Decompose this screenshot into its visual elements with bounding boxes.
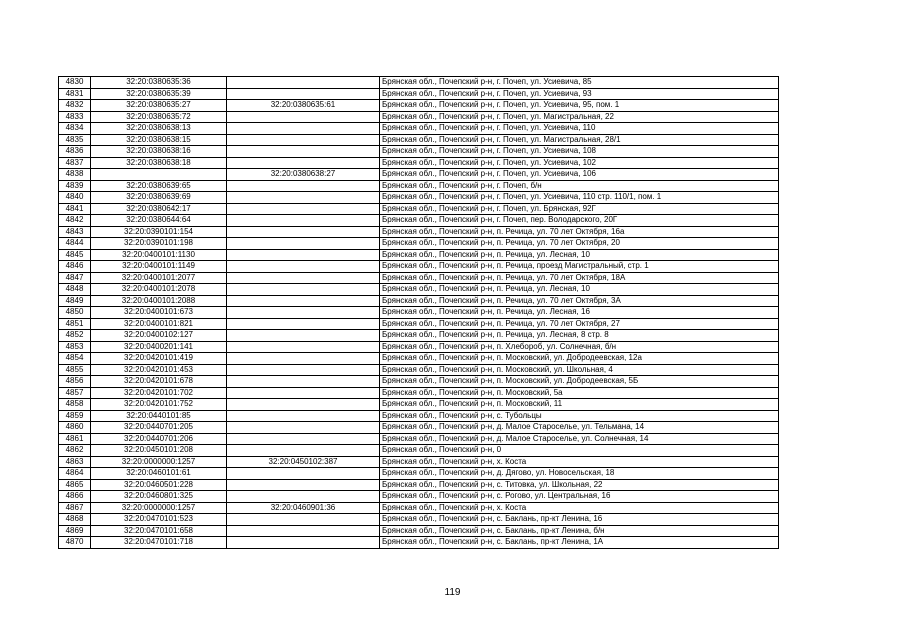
row-number-cell: 4840 xyxy=(59,192,91,204)
cadastral-number-cell: 32:20:0380639:69 xyxy=(91,192,227,204)
row-number-cell: 4852 xyxy=(59,330,91,342)
related-cadastral-number-cell xyxy=(227,318,380,330)
table-row xyxy=(59,456,779,468)
address-cell: Брянская обл., Почепский р-н, г. Почеп, ул. Усиевича, 110 xyxy=(380,123,779,135)
cadastral-number-cell: 32:20:0380638:16 xyxy=(91,146,227,158)
address-cell: Брянская обл., Почепский р-н, п. Речица, проезд Магистральный, стр. 1 xyxy=(380,261,779,273)
table-row xyxy=(59,111,779,123)
table-row xyxy=(59,157,779,169)
row-number-cell: 4834 xyxy=(59,123,91,135)
cadastral-number-cell: 32:20:0000000:1257 xyxy=(91,456,227,468)
row-number-cell: 4850 xyxy=(59,307,91,319)
row-number-cell: 4836 xyxy=(59,146,91,158)
table-row xyxy=(59,433,779,445)
row-number-cell: 4863 xyxy=(59,456,91,468)
cadastral-number-cell: 32:20:0390101:198 xyxy=(91,238,227,250)
cadastral-number-cell xyxy=(91,169,227,181)
cadastral-number-cell: 32:20:0000000:1257 xyxy=(91,502,227,514)
cadastral-number-cell: 32:20:0440701:205 xyxy=(91,422,227,434)
related-cadastral-number-cell xyxy=(227,330,380,342)
address-cell: Брянская обл., Почепский р-н, д. Малое Староселье, ул. Тельмана, 14 xyxy=(380,422,779,434)
related-cadastral-number-cell xyxy=(227,111,380,123)
address-cell: Брянская обл., Почепский р-н, с. Тубольцы xyxy=(380,410,779,422)
related-cadastral-number-cell xyxy=(227,353,380,365)
row-number-cell: 4830 xyxy=(59,77,91,89)
cadastral-number-cell: 32:20:0470101:658 xyxy=(91,525,227,537)
related-cadastral-number-cell xyxy=(227,433,380,445)
table-row xyxy=(59,203,779,215)
cadastral-number-cell: 32:20:0380644:64 xyxy=(91,215,227,227)
related-cadastral-number-cell xyxy=(227,525,380,537)
table-row xyxy=(59,445,779,457)
table-row xyxy=(59,88,779,100)
address-cell: Брянская обл., Почепский р-н, с. Титовка, ул. Школьная, 22 xyxy=(380,479,779,491)
table-row xyxy=(59,387,779,399)
registry-table-body xyxy=(59,77,779,549)
related-cadastral-number-cell xyxy=(227,537,380,549)
address-cell: Брянская обл., Почепский р-н, п. Речица, ул. 70 лет Октября, 3А xyxy=(380,295,779,307)
related-cadastral-number-cell xyxy=(227,491,380,503)
row-number-cell: 4849 xyxy=(59,295,91,307)
address-cell: Брянская обл., Почепский р-н, п. Хлебороб, ул. Солнечная, б/н xyxy=(380,341,779,353)
address-cell: Брянская обл., Почепский р-н, п. Речица, ул. Лесная, 16 xyxy=(380,307,779,319)
row-number-cell: 4839 xyxy=(59,180,91,192)
address-cell: Брянская обл., Почепский р-н, х. Коста xyxy=(380,502,779,514)
related-cadastral-number-cell xyxy=(227,468,380,480)
row-number-cell: 4868 xyxy=(59,514,91,526)
address-cell: Брянская обл., Почепский р-н, г. Почеп, ул. Брянская, 92Г xyxy=(380,203,779,215)
related-cadastral-number-cell xyxy=(227,249,380,261)
cadastral-number-cell: 32:20:0380635:72 xyxy=(91,111,227,123)
address-cell: Брянская обл., Почепский р-н, п. Московский, ул. Добродеевская, 5Б xyxy=(380,376,779,388)
table-row xyxy=(59,295,779,307)
related-cadastral-number-cell xyxy=(227,387,380,399)
table-row xyxy=(59,100,779,112)
row-number-cell: 4862 xyxy=(59,445,91,457)
table-row xyxy=(59,272,779,284)
cadastral-number-cell: 32:20:0400101:2077 xyxy=(91,272,227,284)
table-row xyxy=(59,123,779,135)
table-row xyxy=(59,341,779,353)
table-row xyxy=(59,422,779,434)
cadastral-number-cell: 32:20:0460101:61 xyxy=(91,468,227,480)
row-number-cell: 4842 xyxy=(59,215,91,227)
related-cadastral-number-cell xyxy=(227,88,380,100)
table-row xyxy=(59,364,779,376)
cadastral-number-cell: 32:20:0400101:2078 xyxy=(91,284,227,296)
address-cell: Брянская обл., Почепский р-н, г. Почеп, ул. Усиевича, 85 xyxy=(380,77,779,89)
address-cell: Брянская обл., Почепский р-н, п. Речица, ул. Лесная, 10 xyxy=(380,284,779,296)
cadastral-number-cell: 32:20:0420101:702 xyxy=(91,387,227,399)
address-cell: Брянская обл., Почепский р-н, п. Московский, 5а xyxy=(380,387,779,399)
address-cell: Брянская обл., Почепский р-н, п. Речица, ул. 70 лет Октября, 20 xyxy=(380,238,779,250)
row-number-cell: 4861 xyxy=(59,433,91,445)
cadastral-number-cell: 32:20:0400201:141 xyxy=(91,341,227,353)
cadastral-number-cell: 32:20:0440101:85 xyxy=(91,410,227,422)
related-cadastral-number-cell xyxy=(227,284,380,296)
related-cadastral-number-cell xyxy=(227,364,380,376)
row-number-cell: 4855 xyxy=(59,364,91,376)
address-cell: Брянская обл., Почепский р-н, г. Почеп, ул. Усиевича, 93 xyxy=(380,88,779,100)
address-cell: Брянская обл., Почепский р-н, с. Рогово, ул. Центральная, 16 xyxy=(380,491,779,503)
row-number-cell: 4858 xyxy=(59,399,91,411)
row-number-cell: 4845 xyxy=(59,249,91,261)
row-number-cell: 4856 xyxy=(59,376,91,388)
row-number-cell: 4844 xyxy=(59,238,91,250)
table-row xyxy=(59,307,779,319)
cadastral-number-cell: 32:20:0380635:27 xyxy=(91,100,227,112)
row-number-cell: 4867 xyxy=(59,502,91,514)
cadastral-number-cell: 32:20:0470101:718 xyxy=(91,537,227,549)
address-cell: Брянская обл., Почепский р-н, п. Московский, ул. Добродеевская, 12а xyxy=(380,353,779,365)
address-cell: Брянская обл., Почепский р-н, с. Баклань, пр-кт Ленина, 16 xyxy=(380,514,779,526)
address-cell: Брянская обл., Почепский р-н, г. Почеп, ул. Магистральная, 28/1 xyxy=(380,134,779,146)
cadastral-number-cell: 32:20:0420101:752 xyxy=(91,399,227,411)
related-cadastral-number-cell xyxy=(227,261,380,273)
row-number-cell: 4859 xyxy=(59,410,91,422)
related-cadastral-number-cell xyxy=(227,180,380,192)
address-cell: Брянская обл., Почепский р-н, п. Речица, ул. 70 лет Октября, 27 xyxy=(380,318,779,330)
related-cadastral-number-cell xyxy=(227,134,380,146)
row-number-cell: 4832 xyxy=(59,100,91,112)
cadastral-number-cell: 32:20:0400102:127 xyxy=(91,330,227,342)
table-row xyxy=(59,238,779,250)
table-row xyxy=(59,261,779,273)
table-row xyxy=(59,226,779,238)
cadastral-number-cell: 32:20:0400101:1130 xyxy=(91,249,227,261)
related-cadastral-number-cell xyxy=(227,422,380,434)
cadastral-number-cell: 32:20:0400101:821 xyxy=(91,318,227,330)
address-cell: Брянская обл., Почепский р-н, п. Речица, ул. Лесная, 8 стр. 8 xyxy=(380,330,779,342)
related-cadastral-number-cell xyxy=(227,295,380,307)
cadastral-number-cell: 32:20:0390101:154 xyxy=(91,226,227,238)
address-cell: Брянская обл., Почепский р-н, с. Баклань, пр-кт Ленина, 1А xyxy=(380,537,779,549)
related-cadastral-number-cell xyxy=(227,123,380,135)
address-cell: Брянская обл., Почепский р-н, г. Почеп, ул. Усиевича, 95, пом. 1 xyxy=(380,100,779,112)
row-number-cell: 4860 xyxy=(59,422,91,434)
related-cadastral-number-cell xyxy=(227,399,380,411)
address-cell: Брянская обл., Почепский р-н, п. Московский, 11 xyxy=(380,399,779,411)
related-cadastral-number-cell xyxy=(227,226,380,238)
cadastral-number-cell: 32:20:0420101:453 xyxy=(91,364,227,376)
row-number-cell: 4831 xyxy=(59,88,91,100)
table-row xyxy=(59,249,779,261)
related-cadastral-number-cell xyxy=(227,410,380,422)
row-number-cell: 4835 xyxy=(59,134,91,146)
table-row xyxy=(59,502,779,514)
row-number-cell: 4848 xyxy=(59,284,91,296)
cadastral-number-cell: 32:20:0420101:419 xyxy=(91,353,227,365)
related-cadastral-number-cell xyxy=(227,215,380,227)
address-cell: Брянская обл., Почепский р-н, г. Почеп, ул. Усиевича, 110 стр. 110/1, пом. 1 xyxy=(380,192,779,204)
related-cadastral-number-cell xyxy=(227,238,380,250)
address-cell: Брянская обл., Почепский р-н, 0 xyxy=(380,445,779,457)
cadastral-number-cell: 32:20:0380642:17 xyxy=(91,203,227,215)
page-number: 119 xyxy=(444,587,461,598)
related-cadastral-number-cell: 32:20:0380638:27 xyxy=(227,169,380,181)
cadastral-number-cell: 32:20:0420101:678 xyxy=(91,376,227,388)
row-number-cell: 4841 xyxy=(59,203,91,215)
table-row xyxy=(59,353,779,365)
table-row xyxy=(59,284,779,296)
row-number-cell: 4843 xyxy=(59,226,91,238)
related-cadastral-number-cell xyxy=(227,146,380,158)
table-row xyxy=(59,491,779,503)
row-number-cell: 4857 xyxy=(59,387,91,399)
table-row xyxy=(59,318,779,330)
address-cell: Брянская обл., Почепский р-н, п. Речица, ул. 70 лет Октября, 18А xyxy=(380,272,779,284)
related-cadastral-number-cell xyxy=(227,479,380,491)
address-cell: Брянская обл., Почепский р-н, г. Почеп, б/н xyxy=(380,180,779,192)
table-row xyxy=(59,169,779,181)
table-row xyxy=(59,410,779,422)
address-cell: Брянская обл., Почепский р-н, с. Баклань, пр-кт Ленина, б/н xyxy=(380,525,779,537)
cadastral-number-cell: 32:20:0400101:673 xyxy=(91,307,227,319)
related-cadastral-number-cell xyxy=(227,272,380,284)
cadastral-number-cell: 32:20:0460801:325 xyxy=(91,491,227,503)
row-number-cell: 4837 xyxy=(59,157,91,169)
related-cadastral-number-cell: 32:20:0460901:36 xyxy=(227,502,380,514)
row-number-cell: 4838 xyxy=(59,169,91,181)
cadastral-number-cell: 32:20:0470101:523 xyxy=(91,514,227,526)
related-cadastral-number-cell xyxy=(227,192,380,204)
related-cadastral-number-cell xyxy=(227,445,380,457)
address-cell: Брянская обл., Почепский р-н, г. Почеп, ул. Магистральная, 22 xyxy=(380,111,779,123)
related-cadastral-number-cell: 32:20:0380635:61 xyxy=(227,100,380,112)
cadastral-number-cell: 32:20:0380638:18 xyxy=(91,157,227,169)
table-row xyxy=(59,77,779,89)
cadastral-number-cell: 32:20:0380635:39 xyxy=(91,88,227,100)
table-row xyxy=(59,146,779,158)
table-row xyxy=(59,192,779,204)
cadastral-number-cell: 32:20:0380638:15 xyxy=(91,134,227,146)
related-cadastral-number-cell xyxy=(227,307,380,319)
cadastral-number-cell: 32:20:0380635:36 xyxy=(91,77,227,89)
address-cell: Брянская обл., Почепский р-н, г. Почеп, пер. Володарского, 20Г xyxy=(380,215,779,227)
row-number-cell: 4865 xyxy=(59,479,91,491)
registry-table xyxy=(58,76,779,549)
row-number-cell: 4851 xyxy=(59,318,91,330)
table-row xyxy=(59,514,779,526)
address-cell: Брянская обл., Почепский р-н, п. Речица, ул. 70 лет Октября, 16а xyxy=(380,226,779,238)
address-cell: Брянская обл., Почепский р-н, х. Коста xyxy=(380,456,779,468)
table-row xyxy=(59,134,779,146)
row-number-cell: 4846 xyxy=(59,261,91,273)
address-cell: Брянская обл., Почепский р-н, п. Московский, ул. Школьная, 4 xyxy=(380,364,779,376)
related-cadastral-number-cell xyxy=(227,77,380,89)
address-cell: Брянская обл., Почепский р-н, г. Почеп, ул. Усиевича, 106 xyxy=(380,169,779,181)
table-row xyxy=(59,180,779,192)
related-cadastral-number-cell: 32:20:0450102:387 xyxy=(227,456,380,468)
cadastral-number-cell: 32:20:0380639:65 xyxy=(91,180,227,192)
row-number-cell: 4869 xyxy=(59,525,91,537)
address-cell: Брянская обл., Почепский р-н, г. Почеп, ул. Усиевича, 108 xyxy=(380,146,779,158)
row-number-cell: 4864 xyxy=(59,468,91,480)
cadastral-number-cell: 32:20:0400101:1149 xyxy=(91,261,227,273)
related-cadastral-number-cell xyxy=(227,203,380,215)
cadastral-number-cell: 32:20:0380638:13 xyxy=(91,123,227,135)
address-cell: Брянская обл., Почепский р-н, п. Речица, ул. Лесная, 10 xyxy=(380,249,779,261)
cadastral-number-cell: 32:20:0400101:2088 xyxy=(91,295,227,307)
table-row xyxy=(59,330,779,342)
address-cell: Брянская обл., Почепский р-н, д. Дягово, ул. Новосельская, 18 xyxy=(380,468,779,480)
address-cell: Брянская обл., Почепский р-н, д. Малое Староселье, ул. Солнечная, 14 xyxy=(380,433,779,445)
row-number-cell: 4854 xyxy=(59,353,91,365)
cadastral-number-cell: 32:20:0440701:206 xyxy=(91,433,227,445)
related-cadastral-number-cell xyxy=(227,514,380,526)
cadastral-number-cell: 32:20:0450101:208 xyxy=(91,445,227,457)
row-number-cell: 4847 xyxy=(59,272,91,284)
table-row xyxy=(59,376,779,388)
row-number-cell: 4866 xyxy=(59,491,91,503)
cadastral-number-cell: 32:20:0460501:228 xyxy=(91,479,227,491)
table-row xyxy=(59,215,779,227)
row-number-cell: 4853 xyxy=(59,341,91,353)
row-number-cell: 4833 xyxy=(59,111,91,123)
table-row xyxy=(59,399,779,411)
related-cadastral-number-cell xyxy=(227,157,380,169)
related-cadastral-number-cell xyxy=(227,376,380,388)
table-row xyxy=(59,479,779,491)
related-cadastral-number-cell xyxy=(227,341,380,353)
address-cell: Брянская обл., Почепский р-н, г. Почеп, ул. Усиевича, 102 xyxy=(380,157,779,169)
row-number-cell: 4870 xyxy=(59,537,91,549)
table-row xyxy=(59,537,779,549)
table-row xyxy=(59,468,779,480)
table-row xyxy=(59,525,779,537)
